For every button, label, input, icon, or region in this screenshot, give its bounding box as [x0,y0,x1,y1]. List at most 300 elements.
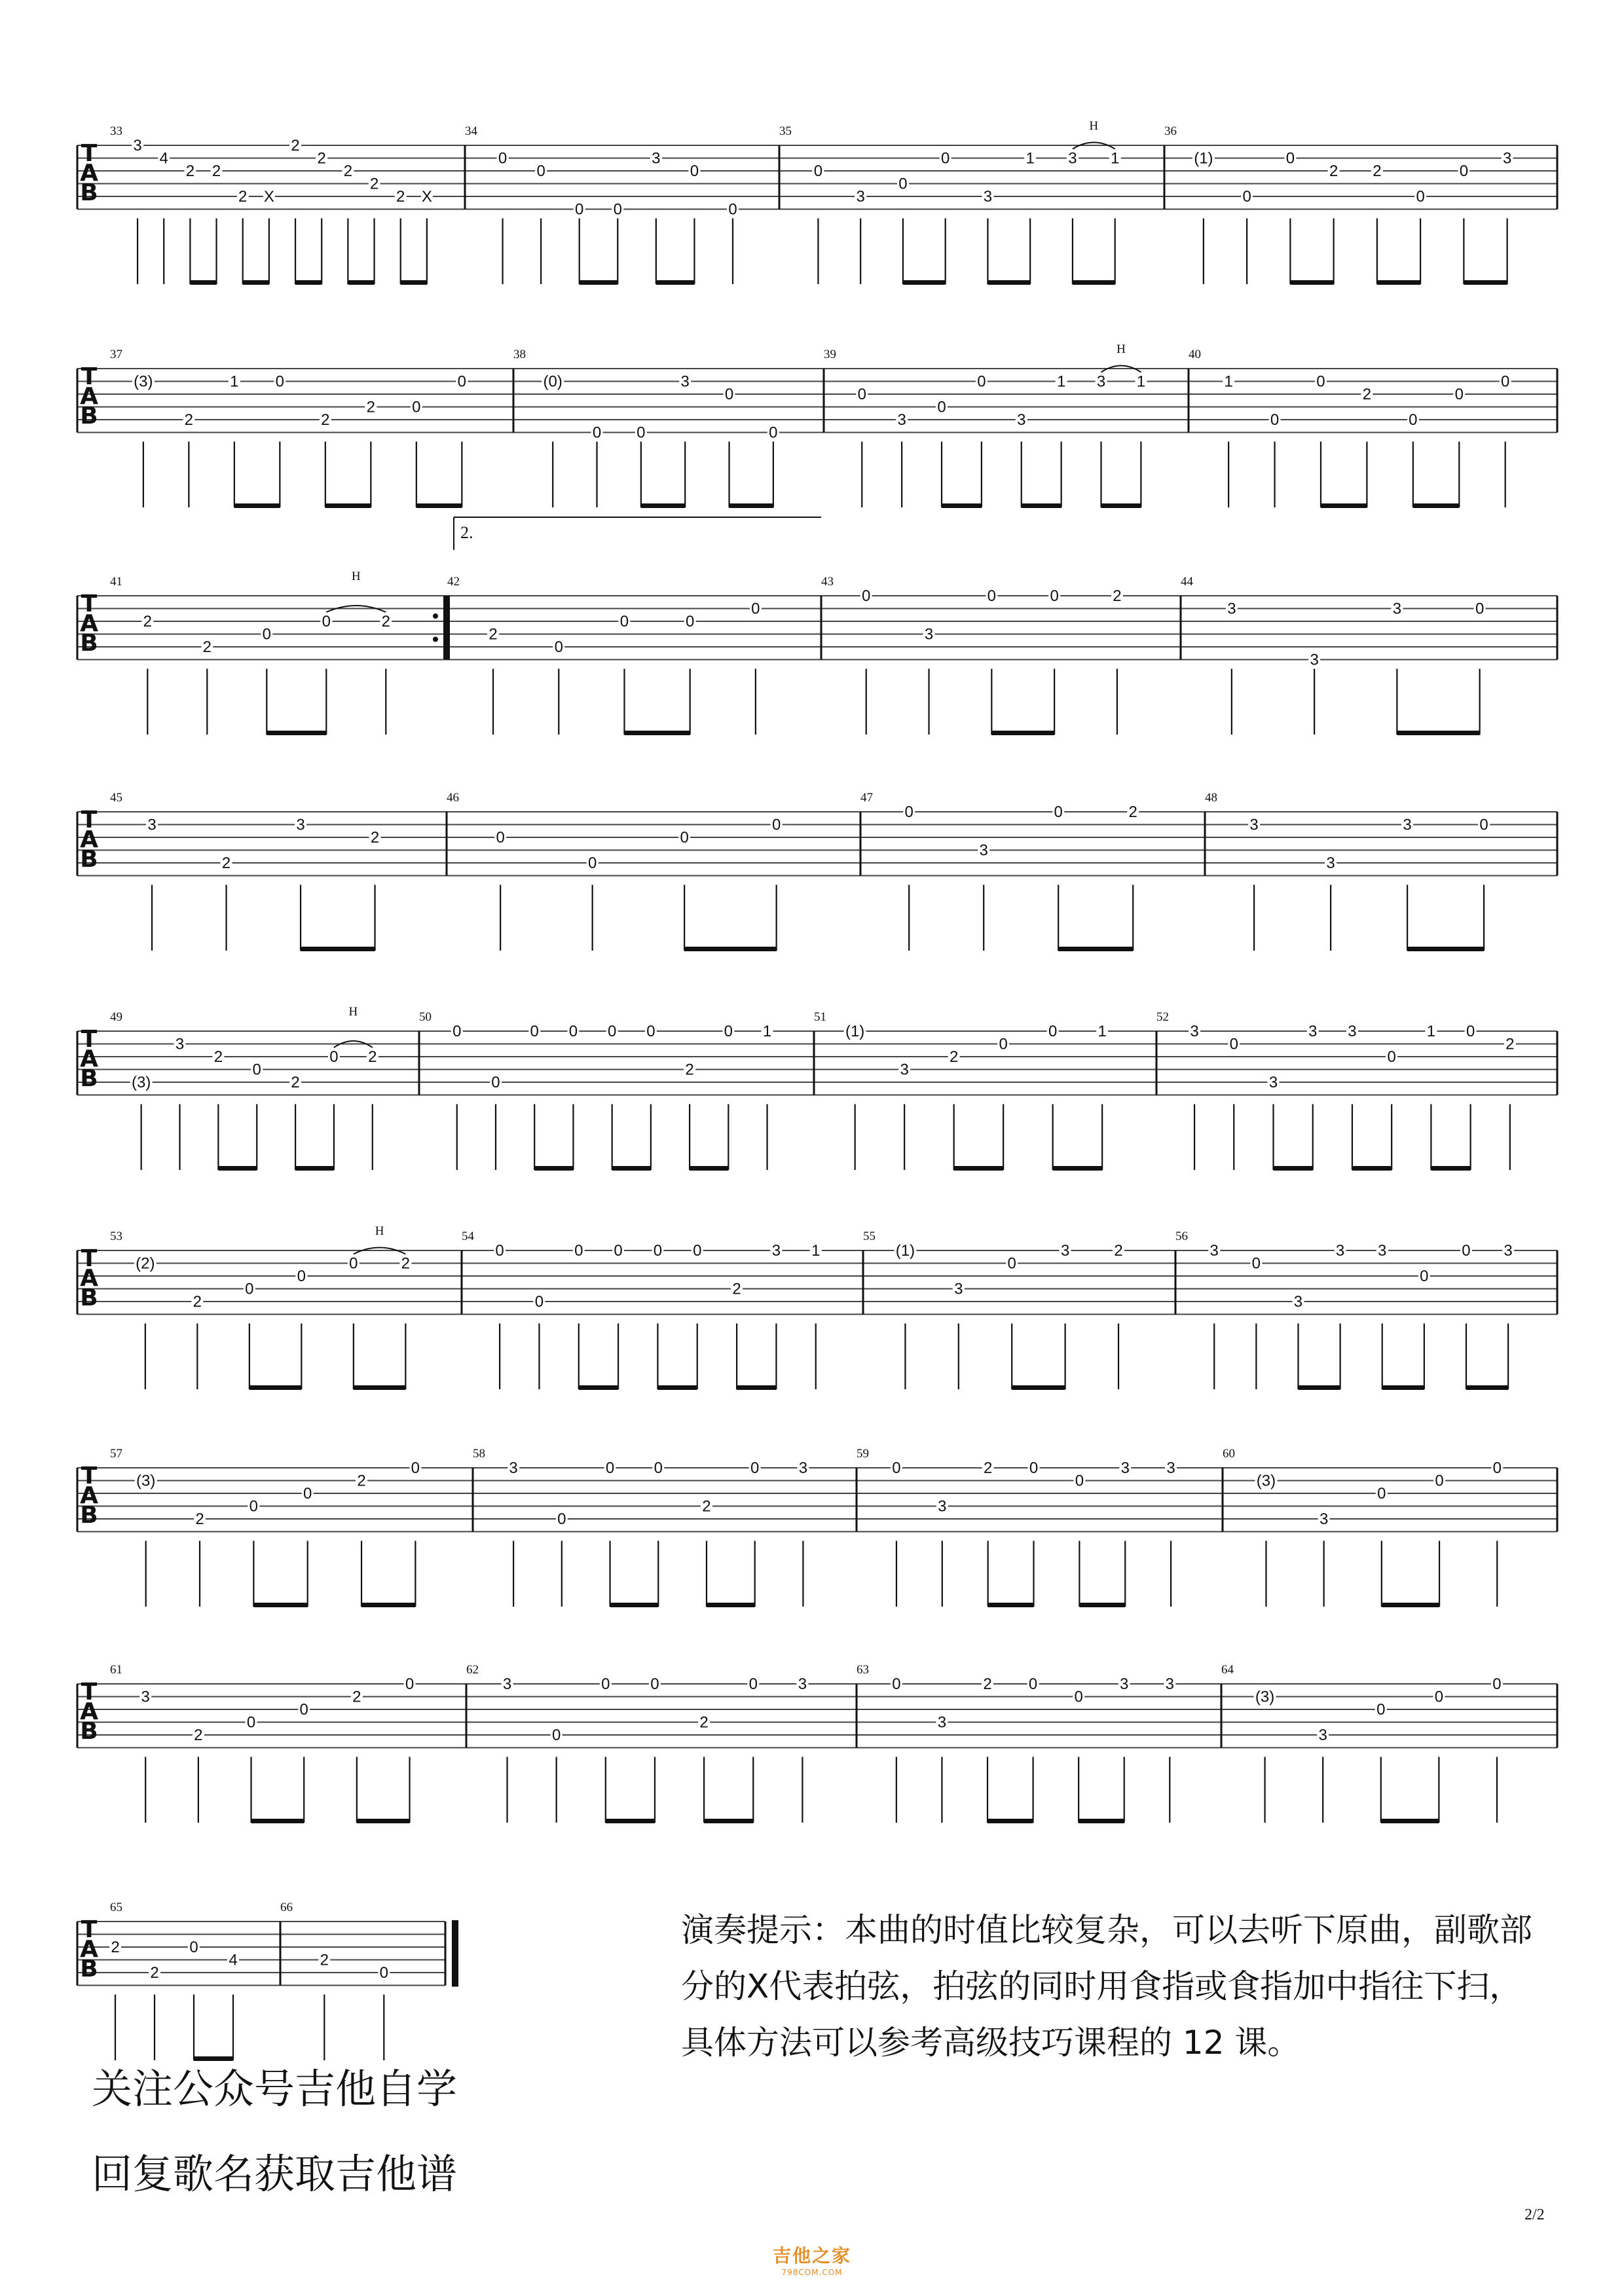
fret-number: 0 [771,816,781,834]
fret-number: 0 [245,1280,254,1298]
fret-number: 0 [654,1459,663,1477]
fret-number: 2 [194,1726,203,1744]
note-beam [1413,503,1459,508]
fret-number: 2 [212,162,221,180]
tab-clef-letter: A [80,383,98,410]
note-beam [253,1603,307,1607]
fret-number: 0 [1501,373,1510,391]
fret-number: 0 [299,1701,308,1719]
note-beam [190,280,216,285]
note-beam [1352,1166,1392,1171]
fret-number: 3 [1293,1293,1303,1311]
fret-number: 1 [762,1023,772,1040]
volta-label: 2. [460,523,473,542]
fret-number: 0 [575,200,584,219]
site-logo-name: 吉他之家 [772,2245,851,2267]
note-beam [580,280,618,285]
fret-number: 2 [949,1048,959,1066]
note-beam [1058,947,1133,951]
note-beam [267,731,326,735]
measure-number: 42 [447,575,460,589]
fret-number: 3 [502,1675,512,1693]
note-beam [1022,503,1061,508]
note-beam [987,280,1030,285]
tab-clef-letter: B [80,1065,98,1092]
fret-number: 2 [321,411,330,429]
note-beam [579,1385,618,1390]
fret-number: 1 [811,1242,821,1260]
fret-number: 2 [489,625,498,644]
tab-clef-letter: B [80,846,98,873]
fret-number: 0 [1420,1267,1429,1285]
fret-number: 0 [1466,1023,1475,1040]
fret-number: 2 [343,162,353,180]
measure-number: 61 [110,1663,122,1677]
fret-number: 1 [1110,149,1120,168]
fret-number: 0 [189,1939,198,1956]
tab-clef-letter: A [80,1482,98,1509]
fret-number: 2 [195,1510,204,1528]
performance-tips: 演奏提示：本曲的时值比较复杂，可以去听下原曲，副歌部分的X代表拍弦，拍弦的同时用食指或食指加中指往下扫，具体方法可以参考高级技巧课程的 12 课。 [681,1911,1532,2062]
note-beam [729,503,773,508]
hammer-on-label: H [348,1005,358,1019]
fret-number: 3 [147,816,157,834]
fret-number: 3 [798,1459,808,1477]
fret-number: 0 [750,1459,760,1477]
fret-number: 3 [1268,1074,1278,1091]
measure-number: 66 [280,1901,293,1914]
note-beam [610,1603,659,1607]
promo-follow-account: 关注公众号吉他自学 [92,2065,458,2113]
fret-number: 2 [111,1939,120,1956]
fret-number: 0 [904,803,913,821]
fret-number: 2 [381,613,390,630]
fret-number: 0 [613,200,622,219]
fret-number: 3 [1120,1459,1130,1477]
fret-number: 0 [1075,1472,1084,1490]
fret-number: 0 [862,587,871,605]
fret-number: 0 [495,1242,504,1260]
note-beam [737,1385,776,1390]
note-beam [991,731,1054,735]
fret-number: 3 [175,1035,185,1053]
note-beam [301,947,375,951]
note-beam [704,1819,753,1823]
fret-number: X [421,188,432,206]
note-beam [1079,1819,1124,1823]
tab-clef-letter: T [81,363,98,390]
fret-number: 0 [940,149,950,168]
fret-number: 2 [983,1675,992,1693]
measure-number: 56 [1175,1230,1188,1243]
fret-number: 3 [924,625,934,644]
tab-clef-letter: A [80,1046,98,1072]
fret-number: 3 [1209,1242,1219,1260]
fret-number: 0 [724,386,734,403]
fret-number: (3) [1255,1688,1275,1706]
fret-number: 3 [1227,600,1236,618]
tab-clef-letter: A [80,610,98,637]
fret-number: 0 [329,1048,339,1066]
fret-number: 3 [937,1713,947,1732]
fret-number: 0 [685,613,695,630]
fret-number: 0 [601,1675,610,1693]
fret-number: 4 [159,149,168,168]
fret-number: 3 [296,816,305,834]
fret-number: 0 [637,424,646,442]
fret-number: 1 [1025,149,1035,168]
fret-number: 0 [452,1023,462,1040]
note-beam [1382,1385,1424,1390]
fret-number: 0 [813,162,823,180]
fret-number: 0 [1435,1472,1444,1490]
fret-number: 1 [1426,1023,1436,1040]
final-barline [452,1920,458,1987]
note-beam [1431,1166,1470,1171]
note-beam [987,1819,1033,1823]
fret-number: 3 [1392,600,1402,618]
fret-number: 3 [1249,816,1259,834]
tab-system [77,119,1557,285]
fret-number: 3 [979,841,988,860]
fret-number: 0 [252,1061,261,1079]
tab-clef-letter: T [81,1463,98,1489]
fret-number: 3 [938,1497,947,1516]
tab-clef-letter: B [80,1285,98,1311]
fret-number: 0 [534,1293,544,1311]
fret-number: 0 [607,1023,617,1040]
note-beam [624,731,690,735]
note-beam [1298,1385,1340,1390]
measure-number: 65 [110,1901,122,1914]
note-beam [612,1166,651,1171]
fret-number: 2 [1505,1035,1515,1053]
fret-number: 3 [1326,854,1335,872]
measure-number: 53 [110,1230,122,1243]
fret-number: 1 [1056,373,1066,391]
measure-number: 35 [779,124,792,138]
measure-number: 48 [1205,791,1217,805]
measure-number: 62 [466,1663,479,1677]
fret-number: 0 [405,1675,415,1693]
fret-number: 0 [1316,373,1325,391]
tab-system [77,1901,458,2061]
fret-number: 3 [1165,1675,1174,1693]
fret-number: 0 [1029,1459,1039,1477]
fret-number: 0 [1251,1254,1261,1273]
fret-number: 0 [769,424,778,442]
fret-number: 3 [1190,1023,1199,1040]
tab-clef-letter: T [81,1679,98,1705]
fret-number: (3) [131,1074,151,1091]
note-beam [295,280,322,285]
tab-system [77,791,1557,951]
measure-number: 51 [814,1010,826,1024]
fret-number: 3 [983,188,993,206]
note-beam [1321,503,1367,508]
fret-number: 0 [1459,162,1469,180]
measure-number: 37 [110,348,122,361]
tab-system [77,517,1557,735]
fret-number: 3 [1319,1510,1329,1528]
fret-number: 0 [653,1242,663,1260]
fret-number: 0 [690,162,699,180]
fret-number: 0 [297,1267,306,1285]
fret-number: 0 [1416,188,1425,206]
fret-number: 0 [379,1964,388,1982]
fret-number: 0 [728,200,737,219]
tab-system [77,1663,1557,1823]
note-beam [1397,731,1479,735]
fret-number: 0 [574,1242,583,1260]
fret-number: 2 [1128,803,1137,821]
fret-number: (3) [136,1472,156,1490]
fret-number: 0 [262,625,271,644]
fret-number: 0 [530,1023,539,1040]
note-beam [1053,1166,1103,1171]
fret-number: 0 [614,1242,623,1260]
tab-clef-letter: A [80,1265,98,1292]
fret-number: 2 [143,613,152,630]
note-beam [1407,947,1484,951]
fret-number: 2 [1362,386,1372,403]
tab-clef-letter: A [80,1936,98,1963]
note-beam [243,280,269,285]
fret-number: 2 [366,398,376,416]
tab-clef-letter: T [81,807,98,833]
fret-number: 0 [1492,1675,1502,1693]
measure-number: 36 [1164,124,1177,138]
note-beam [357,1819,410,1823]
measure-number: 38 [513,348,526,361]
tab-clef-letter: T [81,1026,98,1053]
fret-number: 3 [680,373,690,391]
note-beam [218,1166,257,1171]
fret-number: 3 [1120,1675,1129,1693]
fret-number: 3 [141,1688,150,1706]
fret-number: 0 [554,638,563,656]
note-beam [1079,1603,1125,1607]
tab-system [77,342,1557,508]
fret-number: 0 [724,1023,733,1040]
fret-number: 0 [557,1510,566,1528]
tab-clef-letter: B [80,1718,98,1745]
tab-system [77,1447,1557,1607]
fret-number: 0 [1050,587,1059,605]
fret-number: 0 [680,829,689,847]
note-beam [641,503,685,508]
note-beam [348,280,374,285]
note-beam [606,1819,655,1823]
hammer-on-label: H [375,1224,384,1238]
note-beam [1466,1385,1508,1390]
fret-number: 3 [1068,149,1077,168]
fret-number: (1) [895,1242,915,1260]
fret-number: 0 [1479,816,1488,834]
fret-number: 0 [491,1074,500,1091]
fret-number: 0 [1434,1688,1444,1706]
fret-number: 0 [536,162,545,180]
fret-number: 0 [650,1675,659,1693]
fret-number: 2 [732,1280,741,1298]
note-beam [1382,1603,1439,1607]
note-beam [1101,503,1141,508]
fret-number: 3 [856,188,865,206]
fret-number: 2 [1113,587,1122,605]
fret-number: 3 [652,149,661,168]
tab-system [77,1005,1557,1171]
fret-number: 2 [357,1472,366,1490]
note-beam [954,1166,1004,1171]
fret-number: 2 [685,1061,694,1079]
measure-number: 44 [1181,575,1193,589]
fret-number: 2 [202,638,212,656]
fret-number: 2 [238,188,248,206]
measure-number: 59 [857,1447,869,1461]
note-beam [942,503,982,508]
tab-clef-letter: A [80,826,98,853]
fret-number: 3 [798,1675,807,1693]
fret-number: 0 [457,373,467,391]
note-beam [354,1385,406,1390]
hammer-on-label: H [1089,119,1099,133]
measure-number: 39 [824,348,836,361]
fret-number: 1 [1098,1023,1107,1040]
fret-number: 2 [193,1293,202,1311]
fret-number: 1 [230,373,239,391]
fret-number: 0 [1242,188,1251,206]
fret-number: 0 [412,398,421,416]
fret-number: 0 [751,600,760,618]
fret-number: 2 [699,1713,709,1732]
fret-number: 0 [1028,1675,1038,1693]
tab-clef-letter: B [80,403,98,429]
fret-number: (2) [136,1254,155,1273]
fret-number: 2 [291,137,300,155]
fret-number: 0 [1462,1242,1471,1260]
tab-clef-letter: T [81,140,98,167]
fret-number: 0 [1048,1023,1058,1040]
fret-number: 0 [693,1242,702,1260]
promo-reply-song-name: 回复歌名获取吉他谱 [92,2150,458,2198]
fret-number: 2 [150,1964,159,1982]
repeat-dot [433,637,438,642]
fret-number: 2 [352,1688,361,1706]
measure-number: 55 [863,1230,876,1243]
fret-number: 3 [1502,149,1512,168]
measure-number: 58 [473,1447,485,1461]
fret-number: 0 [977,373,986,391]
fret-number: 0 [1229,1035,1238,1053]
measure-number: 57 [110,1447,122,1461]
note-beam [249,1385,302,1390]
fret-number: 2 [1114,1242,1123,1260]
site-logo [763,2242,861,2284]
fret-number: (3) [134,373,153,391]
fret-number: (0) [543,373,563,391]
fret-number: 0 [1492,1459,1502,1477]
fret-number: 3 [1310,651,1319,669]
fret-number: 0 [937,398,946,416]
fret-number: 0 [246,1713,256,1732]
note-beam [416,503,462,508]
measure-number: 34 [465,124,477,138]
fret-number: 3 [1318,1726,1327,1744]
measure-number: 41 [110,575,122,589]
fret-number: 3 [1096,373,1106,391]
fret-number: 3 [1403,816,1412,834]
fret-number: 3 [900,1061,909,1079]
fret-number: 2 [185,162,195,180]
measure-number: 43 [821,575,834,589]
fret-number: 1 [1136,373,1146,391]
note-beam [684,947,777,951]
fret-number: 4 [229,1951,238,1969]
tab-clef-letter: B [80,630,98,657]
fret-number: 0 [349,1254,358,1273]
tab-system [77,1224,1557,1390]
fret-number: 2 [369,175,379,193]
fret-number: 2 [320,1951,329,1969]
measure-number: 52 [1156,1010,1169,1024]
fret-number: (3) [1256,1472,1276,1490]
note-beam [1073,280,1115,285]
measure-number: 49 [110,1010,122,1024]
fret-number: 0 [1475,600,1485,618]
fret-number: 0 [999,1035,1008,1053]
repeat-dot [433,613,438,619]
fret-number: 2 [702,1497,711,1516]
note-beam [1290,280,1333,285]
fret-number: 2 [983,1459,993,1477]
fret-number: 3 [1335,1242,1345,1260]
fret-number: 2 [1373,162,1382,180]
fret-number: 0 [552,1726,561,1744]
fret-number: 3 [1348,1023,1357,1040]
note-beam [1377,280,1420,285]
hammer-on-label: H [1116,342,1126,356]
page-number: 2/2 [1524,2206,1545,2223]
tab-clef-letter: B [80,1956,98,1982]
fret-number: 1 [1224,373,1233,391]
fret-number: 0 [605,1459,615,1477]
note-beam [295,1166,334,1171]
tab-clef-letter: B [80,1502,98,1529]
fret-number: 2 [317,149,326,168]
note-beam [1464,280,1507,285]
fret-number: 0 [498,149,507,168]
note-beam [361,1603,415,1607]
measure-number: 40 [1189,348,1201,361]
fret-number: 0 [1377,1485,1386,1503]
note-beam [707,1603,755,1607]
tab-clef-letter: A [80,160,98,187]
fret-number: 2 [370,829,380,847]
fret-number: 3 [1166,1459,1175,1477]
fret-number: 0 [987,587,997,605]
fret-number: 3 [133,137,142,155]
note-beam [690,1166,728,1171]
measure-number: 54 [462,1230,474,1243]
measure-number: 60 [1223,1447,1235,1461]
note-beam [1381,1819,1439,1823]
fret-number: 0 [1007,1254,1016,1273]
tab-clef-letter: A [80,1698,98,1725]
fret-number: 3 [897,411,906,429]
fret-number: 0 [275,373,285,391]
fret-number: 3 [1378,1242,1387,1260]
fret-number: 3 [1504,1242,1513,1260]
